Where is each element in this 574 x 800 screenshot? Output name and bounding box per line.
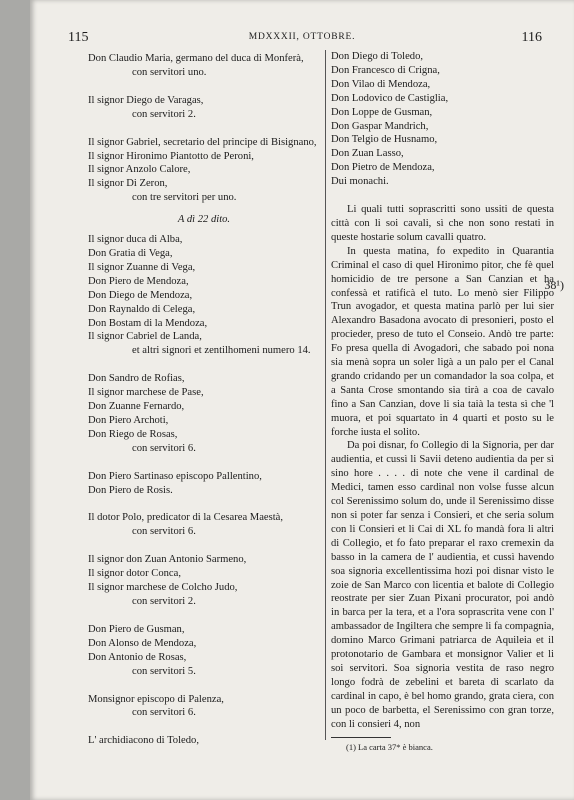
spacer <box>88 539 320 553</box>
indented-line: con servitori 6. <box>132 526 196 538</box>
text-line: Don Gratia di Vega, <box>88 247 173 259</box>
date-heading: A dì 22 dito. <box>177 214 231 226</box>
text-line: Don Loppe de Gusman, <box>331 106 433 118</box>
left-column <box>88 52 320 748</box>
text-line: Don Zuan Lasso, <box>331 148 404 160</box>
text-line: Don Riego de Rosas, <box>88 428 178 440</box>
indented-line: con servitori uno. <box>132 66 207 78</box>
indented-line: con tre servitori per uno. <box>132 192 237 204</box>
text-line: Il signor Diego de Varagas, <box>88 94 204 106</box>
spacer <box>88 456 320 470</box>
spacer <box>88 122 320 136</box>
paragraph: Li quali tutti soprascritti sono ussiti de questa città con li soi cavali, sì che non sono restati in queste hostarie solum cavalli quatro. <box>331 204 554 243</box>
text-line: Il signor marchese de Pase, <box>88 387 204 399</box>
text-line: Il signor Gabriel, secretario del principe di Bisignano, <box>88 136 317 148</box>
text-line: Don Telgio de Husnamo, <box>331 134 438 146</box>
text-line: Il signor Zuanne di Vega, <box>88 261 196 273</box>
text-line: Don Piero de Gusman, <box>88 623 185 635</box>
text-line: Don Piero de Rosis. <box>88 484 173 496</box>
text-line: Don Bostam di la Mendoza, <box>88 317 208 329</box>
running-title: MDXXXII, OTTOBRE. <box>248 32 356 42</box>
text-line: Don Piero Archoti, <box>88 414 169 426</box>
text-line: Il signor Anzolo Calore, <box>88 164 191 176</box>
indented-line: con servitori 6. <box>132 707 196 719</box>
margin-note: 38¹) <box>544 278 564 292</box>
text-line: Il signor Hironimo Piantotto de Peroni, <box>88 150 254 162</box>
indented-line: con servitori 2. <box>132 596 196 607</box>
text-line: Il signor Di Zeron, <box>88 178 168 190</box>
spacer <box>88 80 320 94</box>
text-line: Don Vilao di Mendoza, <box>331 78 431 90</box>
text-line: Don Lodovico de Castiglia, <box>331 92 449 104</box>
text-line: Don Alonso de Mendoza, <box>88 637 197 649</box>
text-line: Don Piero Sartinaso episcopo Pallentino, <box>88 470 262 482</box>
page-number-right: 116 <box>521 30 542 45</box>
text-line: Il signor duca di Alba, <box>88 234 183 246</box>
text-line: Don Gaspar Mandrich, <box>331 120 429 132</box>
text-line: Monsignor episcopo di Palenza, <box>88 693 224 705</box>
text-line: L' archidiacono di Toledo, <box>88 735 199 747</box>
column-divider <box>325 50 326 740</box>
text-line: Don Antonio de Rosas, <box>88 651 187 663</box>
text-line: Don Pietro de Mendoza, <box>331 162 435 174</box>
text-line: Il dotor Polo, predicator di la Cesarea Maestà, <box>88 512 284 524</box>
text-line: Il signor dotor Conca, <box>88 568 181 580</box>
right-column <box>331 50 554 732</box>
text-line: Don Sandro de Rofias, <box>88 373 185 385</box>
paragraph: In questa matina, fo expedito in Quarantia Criminal el caso di quel Hironimo pitor, che fè quel homicidio de tre persone a San Canzian et ha confessà et ratificà el tuto. Lo menò sier Filippo Trun avogador, et questa matina parlò per lui sier Alexandro Basadona avocato di presonieri, posto el procieder, preso de tuto el Conseio. Andò tre parte: Fo presa quella di Avogadori, che sabado poi nona sia menà sopra un soler ligà a un palo per el Canal grando cridando per un comandador la soa colpa, et a Santa Crose smontando sia tirà a coa de cavalo fino a San Canzian, dove li sia taià la testa sì che 'l muora, et poi squartato in 4 quarti et posto su le forche iusta el solito. <box>331 245 554 438</box>
text-line: Don Raynaldo di Celega, <box>88 303 196 315</box>
spacer <box>88 720 320 734</box>
footnote: (1) La carta 37* è bianca. <box>346 742 433 752</box>
spacer <box>88 679 320 693</box>
footnote-rule <box>331 737 391 738</box>
text-line: Don Francesco di Crigna, <box>331 64 440 76</box>
spacer <box>88 609 320 623</box>
spacer <box>88 497 320 511</box>
text-line: Don Diego di Toledo, <box>331 51 424 62</box>
book-page <box>30 0 574 800</box>
spacer <box>88 358 320 372</box>
page-number-left: 115 <box>68 30 89 45</box>
text-line: Don Claudio Maria, germano del duca di Monferà, <box>88 53 304 64</box>
page-header <box>30 30 574 46</box>
indented-line: con servitori 6. <box>132 442 196 454</box>
text-line: Dui monachi. <box>331 176 389 188</box>
text-line: Don Piero de Mendoza, <box>88 275 189 287</box>
indented-line: con servitori 5. <box>132 665 196 677</box>
text-line: Don Zuanne Fernardo, <box>88 401 185 413</box>
text-line: Don Diego de Mendoza, <box>88 289 193 301</box>
indented-line: et altri signori et zentilhomeni numero 14. <box>132 345 311 357</box>
text-line: Il signor Cabriel de Landa, <box>88 331 202 343</box>
paragraph: Da poi disnar, fo Collegio di la Signoria, per dar audientia, et cussì li Savii deteno audientia da per sì sino hore . . . . di note che vene il cardinal de Medici, tamen esso cardinal non volse fusse alcun col Serenissimo solum do, unde il Serenissimo disse non si poter far senza i Consieri, et che seria solum con li Consieri et li Cai di XL fo mandà fora li altri di Collegio, et fo fato preparar el raxo cremexin da basso in la camera de l' audientia, et cussì havendo soa signoria excellentissima hozi poi disnar visto le zoie de San Marco con licentia et balote di Collegio reostrate per sier Zuan Pixani procurator, poi andò in barca per la tera, et a l'ora soprascrita vene con l' ambassador de Ingiltera che sempre li fa compagnia, domino Marco Grimani patriarca de Aquileia et il protonotario de Gambara et monsignor Valier et li soi servitori. Soa signoria vestita de raso negro longo fodrà de zebelini et bareta di scarlato da cardinal in capo, è bel homo grando, grata ciera, con un poco de barbetta, el Serenissimo con gran torze, con li consieri 4, non <box>331 440 554 730</box>
spacer <box>331 189 554 203</box>
text-line: Il signor marchese de Colcho Judo, <box>88 582 238 594</box>
indented-line: con servitori 2. <box>132 108 196 120</box>
text-line: Il signor don Zuan Antonio Sarmeno, <box>88 554 247 566</box>
